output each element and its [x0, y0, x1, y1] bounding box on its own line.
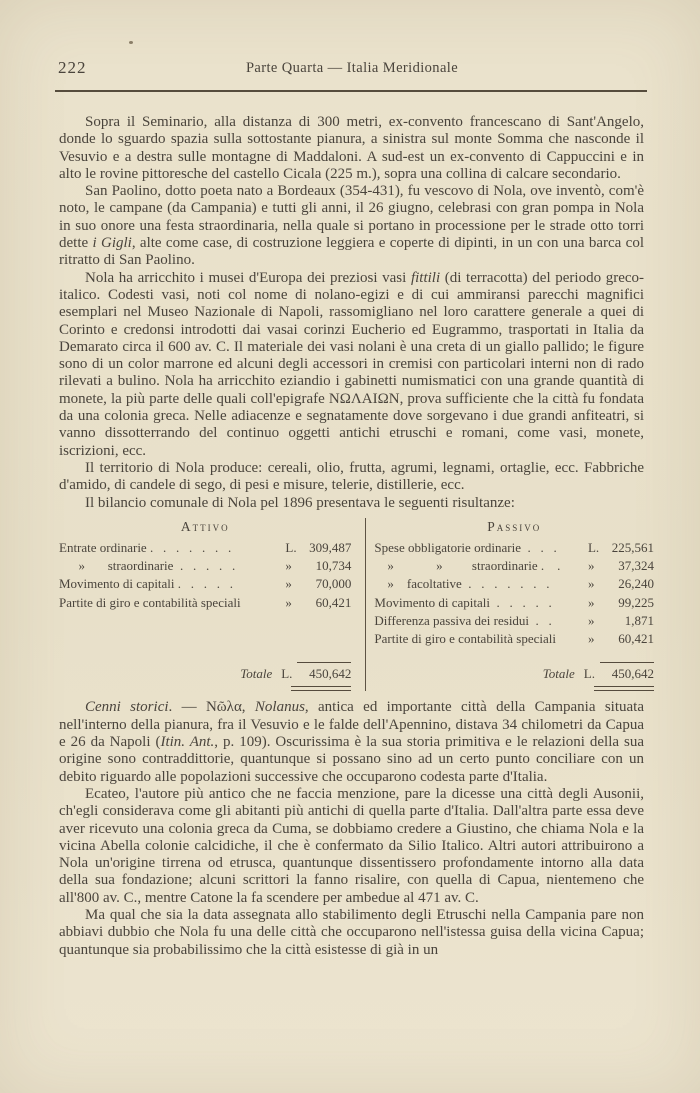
paragraph: [59, 183, 644, 269]
paragraph-segment: Nola ha arricchito i musei d'Europa dei preziosi vasi: [85, 269, 411, 286]
paragraph-segment: , p. 109). Oscurissima è la sua storia primitiva e le relazioni della sua origine sono contraddittorie, quantunque si possano sino ad un certo punto conciliare con un debito riguardo alle popolazioni successive che occuparono codesta parte d'Italia.: [59, 734, 644, 785]
page-number: 222: [58, 58, 87, 77]
paragraph-segment: Itin. Ant.: [160, 734, 215, 751]
paragraph: [59, 114, 644, 183]
row-label: Movimento di capitali . . . . .: [59, 576, 234, 592]
table-row: [374, 594, 654, 612]
row-amount: 309,487: [309, 540, 352, 556]
paragraph: [59, 699, 644, 785]
paragraph-segment: Cenni storici: [85, 699, 169, 716]
row-label: Movimento di capitali . . . . .: [374, 594, 552, 610]
header-rule: [55, 90, 647, 92]
paragraph-segment: Il bilancio comunale di Nola pel 1896 presentava le seguenti risultanze:: [85, 494, 515, 511]
table-row: [374, 630, 654, 648]
table-row: [59, 575, 351, 593]
row-amount: 60,421: [315, 594, 352, 610]
table-row: [374, 539, 654, 557]
total-double-rule: [291, 686, 351, 691]
paragraph-segment: . — Νῶλα,: [168, 699, 255, 716]
passivo-column: [365, 518, 654, 692]
paragraph-segment: Ma qual che sia la data assegnata allo stabilimento degli Etruschi nella Campania pare non abbiavi dubbio che Nola fu una delle città che occuparono nell'istessa guisa della vicina Capua; quantunque sia probabilissimo che la città esistesse di già in un: [59, 907, 644, 958]
passivo-header: Passivo: [487, 518, 542, 534]
row-label: Differenza passiva dei residui . .: [374, 612, 552, 628]
paragraph-segment: , alte come case, di costruzione leggiera e coperte di dipinti, in un con una barca col ritratto di San Paolino.: [59, 235, 644, 269]
paragraph-segment: Nolanus: [254, 699, 305, 716]
row-label: Partite di giro e contabilità speciali: [374, 631, 557, 647]
row-amount: 26,240: [618, 576, 654, 592]
row-currency-mark: L.: [285, 540, 297, 556]
row-amount: 1,871: [624, 612, 654, 628]
attivo-total: [59, 662, 351, 683]
row-label: Partite di giro e contabilità speciali: [59, 594, 241, 610]
paragraph-segment: , antica ed importante città della Campania situata nell'interno della pianura, fra il Vesuvio e le falde dell'Apennino, distava 34 chilometri da Capua e 26 da Napoli (: [59, 699, 644, 751]
row-currency-mark: »: [285, 576, 292, 592]
paragraph-segment: Il territorio di Nola produce: cereali, olio, frutta, agrumi, legnami, ortaglie, ecc. Fabbriche d'amido, di candele di sego, di pesi e misure, telerie, distillerie, ecc.: [59, 459, 644, 494]
table-row: [59, 594, 351, 612]
row-label: Spese obbligatorie ordinarie . . .: [374, 540, 557, 556]
attivo-header: Attivo: [180, 518, 230, 534]
total-currency-mark: L.: [281, 666, 293, 682]
paragraph: [59, 786, 644, 907]
row-amount: 99,225: [618, 594, 654, 610]
row-currency-mark: »: [587, 594, 595, 610]
paragraph: [59, 270, 644, 460]
table-row: [374, 575, 654, 593]
row-amount: 10,734: [315, 558, 352, 574]
paragraph-segment: Ecateo, l'autore più antico che ne faccia menzione, pare la dicesse una città degli Ausonii, ch'egli considerava come gli abitanti più antichi di quella parte d'Italia. Dall'altra parte essa deve aver ricevuto una colonia greca da Cuma, se dobbiamo credere a Giustino, che chiama Nola e la vicina Abella colonie calcidiche, il che è confermato da Silio Italico. Altri autori attribuirono a Nola un'origine tirrena od etrusca, quantunque dissentissero profondamente intorno alla data della sua fondazione; alcuni scrittori la fanno risalire, con quella di Capua, nientemeno che all'800 av. C., mentre Catone la fa scendere per ambedue al 471 av. C.: [59, 785, 644, 906]
row-currency-mark: »: [587, 576, 595, 592]
row-currency-mark: »: [587, 631, 595, 647]
table-row: [374, 557, 654, 575]
row-amount: 70,000: [315, 576, 352, 592]
row-label: » facoltative . . . . . . .: [374, 576, 550, 592]
balance-table: [59, 518, 654, 692]
total-label: Totale: [542, 666, 575, 682]
paragraph: [59, 907, 644, 959]
paragraph-segment: San Paolino, dotto poeta nato a Bordeaux (354-431), fu vescovo di Nola, ove inventò, com'è noto, le campane (da Campania) e tutti gli anni, il 26 giugno, celebrasi con gran pompa in Nola in suo onore una festa straordinaria, nella quale si portano in processione per le strade otto torri dette: [59, 183, 644, 252]
paragraph-segment: fittili: [410, 269, 441, 286]
ink-speck: [129, 41, 133, 44]
paragraph: [59, 460, 644, 495]
paragraph: [59, 495, 644, 512]
text-block: [59, 114, 654, 959]
passivo-total: [374, 662, 654, 683]
page-header: [58, 58, 646, 80]
paragraph-segment: i Gigli: [92, 235, 132, 252]
table-row: [59, 557, 351, 575]
table-row: [59, 539, 351, 557]
total-amount: 450,642: [297, 662, 351, 683]
running-title: Parte Quarta — Italia Meridionale: [245, 60, 459, 76]
paragraph-segment: (di terracotta) del periodo greco-italico. Codesti vasi, noti col nome di nolano-egizi e di cui ammiransi parecchi magnifici esemplari nel Museo Nazionale di Napoli, rassomigliano nel loro carattere generale a quei di Corinto e credonsi introdotti dai vasai corinzi Eucherio ed Eugrammo, trasportati in Italia da Demarato circa il 600 av. C. Il materiale dei vasi nolani è una creta di un giallo pallido; le figure sono di un color marrone ed alcuni degli accessori in cremisi con particolari interni non di rado rilevati a bulino. Nola ha arricchito eziandio i gabinetti numismatici con una grande quantità di monete, la più parte delle quali coll'epigrafe ΝΩΛΑΙΩΝ, prova sufficiente che la città fu fondata da una colonia greca. Nelle adiacenze e segnatamente dove sorgevano i due grandi anfiteatri, si vanno dissotterrando del continuo oggetti antichi etruschi e romani, come vasi, monete, iscrizioni, ecc.: [59, 269, 644, 459]
attivo-column: [59, 518, 365, 692]
row-currency-mark: L.: [587, 540, 600, 556]
row-label: » » straordinarie . .: [374, 558, 561, 574]
row-label: Entrate ordinarie . . . . . . .: [59, 540, 232, 556]
row-amount: 37,324: [618, 558, 654, 574]
row-label: » straordinarie . . . . .: [59, 558, 236, 574]
table-row: [374, 612, 654, 630]
paragraphs-bottom: [59, 699, 644, 958]
row-currency-mark: »: [587, 558, 595, 574]
total-amount: 450,642: [600, 662, 654, 683]
row-currency-mark: »: [285, 594, 292, 610]
attivo-rows: [59, 539, 351, 612]
row-amount: 60,421: [618, 631, 654, 647]
paragraph-segment: Sopra il Seminario, alla distanza di 300 metri, ex-convento francescano di Sant'Angelo, donde lo sguardo spazia sulla sottostante pianura, a sinistra sul monte Somma che nasconde il Vesuvio e a destra sulle montagne di Maddaloni. A sud-est un ex-convento di Cappuccini e in alto le rovine pittoresche del castello Cicala (225 m.), sopra una collina di calcare secondario.: [59, 114, 644, 182]
passivo-rows: [374, 539, 654, 648]
row-amount: 225,561: [611, 540, 654, 556]
total-label: Totale: [240, 666, 273, 682]
total-currency-mark: L.: [583, 666, 595, 682]
paragraphs-top: [59, 114, 644, 512]
row-currency-mark: »: [285, 558, 292, 574]
total-double-rule: [594, 686, 654, 691]
row-currency-mark: »: [587, 612, 595, 628]
